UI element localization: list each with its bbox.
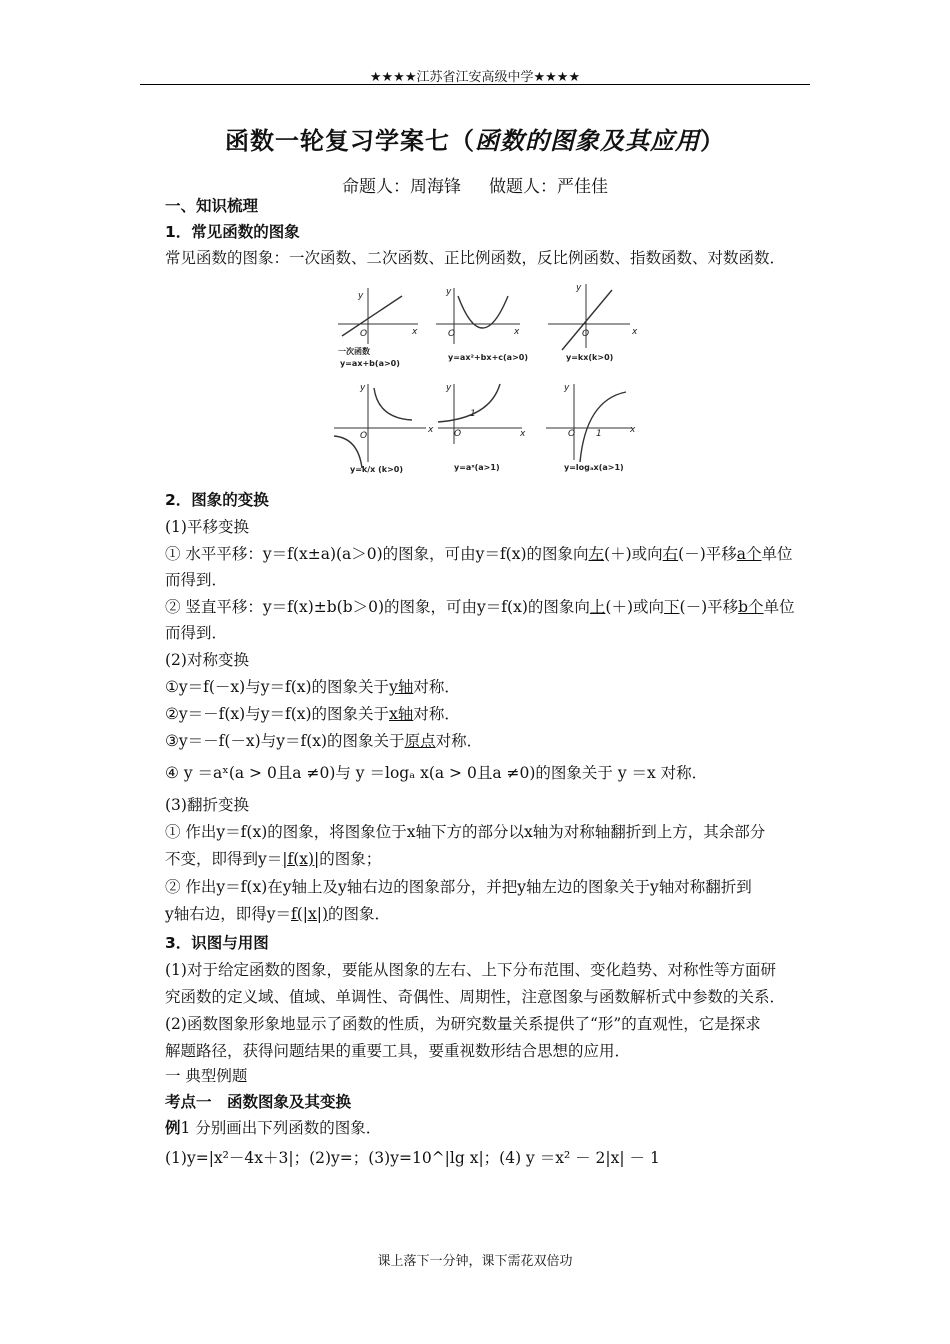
answer-blank: |f(x)| [282,850,320,868]
text-run: (－)平移 [679,598,739,616]
g3-curve [562,290,612,350]
g2-x-label: x [514,327,520,337]
subsection-title: 3．识图与用图 [165,934,269,952]
solver: 做题人：严佳佳 [489,177,608,197]
paragraph: 常见函数的图象：一次函数、二次函数、正比例函数，反比例函数、指数函数、对数函数． [165,249,786,267]
answer-blank: y轴 [389,678,414,696]
answer-blank: a个 [736,545,762,563]
g4-x-label: x [428,425,434,435]
paragraph: 究函数的定义域、值域、单调性、奇偶性、周期性，注意图象与函数解析式中参数的关系． [165,988,786,1006]
answer-blank: 原点 [404,732,436,750]
g6-caption: y=logₐx(a>1) [564,463,624,472]
g2-origin: O [448,329,456,339]
paragraph: (1)对于给定函数的图象，要能从图象的左右、上下分布范围、变化趋势、对称性等方面研 [165,961,776,979]
authors [0,172,950,197]
function-graphs-figure [330,280,640,480]
subsection-title: 1．常见函数的图象 [165,223,300,241]
g1-y-label: y [358,291,364,301]
text-run: 对称． [413,678,460,696]
paragraph [165,849,815,869]
paragraph: 而得到． [165,571,228,589]
title-close: ） [700,127,725,155]
example-title [165,1118,815,1138]
g3-y-label: y [576,283,582,293]
g3-x-label: x [632,327,638,337]
text-run: 的图象； [319,850,382,868]
paragraph [165,544,815,564]
text-run: 不变，即得到y＝ [165,850,283,868]
paragraph: ④ y ＝aˣ(a > 0且a ≠0)与 y ＝logₐ x(a > 0且a ≠0)的图象关于 y ＝x 对称． [165,764,708,782]
section-heading: 一、知识梳理 [165,197,259,215]
g1-caption-a: 一次函数 [338,347,370,356]
g3-caption: y=kx(k>0) [566,353,614,362]
g2-caption: y=ax²+bx+c(a>0) [448,353,528,362]
paragraph: ① 作出y＝f(x)的图象，将图象位于x轴下方的部分以x轴为对称轴翻折到上方，其余部分 [165,823,766,841]
g6-origin: O [568,429,576,439]
g4-origin: O [360,431,368,441]
answer-blank: 上 [589,598,606,616]
title-main: 函数一轮复习学案七（ [225,127,475,155]
paragraph: 解题路径，获得问题结果的重要工具，要重视数形结合思想的应用． [165,1042,631,1060]
paragraph: ② 作出y＝f(x)在y轴上及y轴右边的图象部分，并把y轴左边的图象关于y轴对称翻折到 [165,878,752,896]
setter: 命题人：周海锋 [342,177,461,197]
paragraph [165,677,815,697]
section-heading: 一 典型例题 [165,1067,248,1085]
title-sub: 函数的图象及其应用 [475,126,700,155]
example-label: 例 [165,1119,181,1137]
g6-y-label: y [564,383,570,393]
g4-y-label: y [360,383,366,393]
text-run: 的图象． [328,905,391,923]
text-run: (＋)或向 [604,545,663,563]
paragraph [165,704,815,724]
paragraph: (1)平移变换 [165,518,249,536]
answer-blank: 左 [588,545,605,563]
g1-x-label: x [412,327,418,337]
paragraph [165,597,815,617]
g5-caption: y=aˣ(a>1) [454,463,500,472]
text-run: (－)平移 [678,545,737,563]
g5-one: 1 [470,409,476,419]
text-run: 单位 [761,545,793,563]
paragraph: (2)对称变换 [165,651,249,669]
g6-x-label: x [630,425,636,435]
text-run: ① 水平平移：y＝f(x±a)(a＞0)的图象，可由y＝f(x)的图象向 [165,545,589,563]
paragraph: (3)翻折变换 [165,796,249,814]
paragraph [165,731,815,751]
g2-curve [458,296,508,328]
g6-curve [580,392,626,462]
example-text: 1 分别画出下列函数的图象． [180,1119,382,1137]
answer-blank: f(|x|) [291,905,329,923]
subsection-title: 2．图象的变换 [165,491,269,509]
text-run: 对称． [435,732,483,750]
g2-y-label: y [446,287,452,297]
text-run: ② 竖直平移：y＝f(x)±b(b＞0)的图象，可由y＝f(x)的图象向 [165,598,590,616]
g6-one: 1 [596,429,602,439]
g4-curve-left [334,436,362,468]
text-run: ③y＝－f(－x)与y＝f(x)的图象关于 [165,732,405,750]
paragraph: (2)函数图象形象地显示了函数的性质，为研究数量关系提供了“形”的直观性，它是探求 [165,1015,761,1033]
text-run: ②y＝－f(x)与y＝f(x)的图象关于 [165,705,390,723]
text-run: 单位 [763,598,795,616]
page-header: ★★★★江苏省江安高级中学★★★★ [369,70,581,85]
text-run: ①y＝f(－x)与y＝f(x)的图象关于 [165,678,390,696]
text-run: 对称． [413,705,460,723]
g1-caption-b: y=ax+b(a>0) [340,359,400,368]
answer-blank: 下 [664,598,680,616]
g5-y-label: y [446,383,452,393]
text-run: (＋)或向 [605,598,664,616]
g5-x-label: x [520,429,526,439]
header-rule [140,84,810,85]
example-items: (1)y=|x²－4x＋3|；(2)y=；(3)y=10^|lg x|；(4) y ＝x² － 2|x| － 1 [165,1149,660,1167]
page-title [0,121,950,156]
topic-heading: 考点一 函数图象及其变换 [165,1093,352,1111]
g4-caption: y=k/x (k>0) [350,465,404,474]
paragraph: 而得到． [165,624,228,642]
g1-origin: O [360,329,368,339]
g1-curve [342,296,402,336]
answer-blank: x轴 [389,705,414,723]
page-footer: 课上落下一分钟，课下需花双倍功 [377,1254,573,1269]
answer-blank: 右 [662,545,679,563]
paragraph [165,904,815,924]
g3-origin: O [582,329,590,339]
g5-origin: O [454,429,462,439]
g4-curve-right [374,388,412,420]
text-run: y轴右边，即得y＝ [165,905,292,923]
answer-blank: b个 [738,598,764,616]
